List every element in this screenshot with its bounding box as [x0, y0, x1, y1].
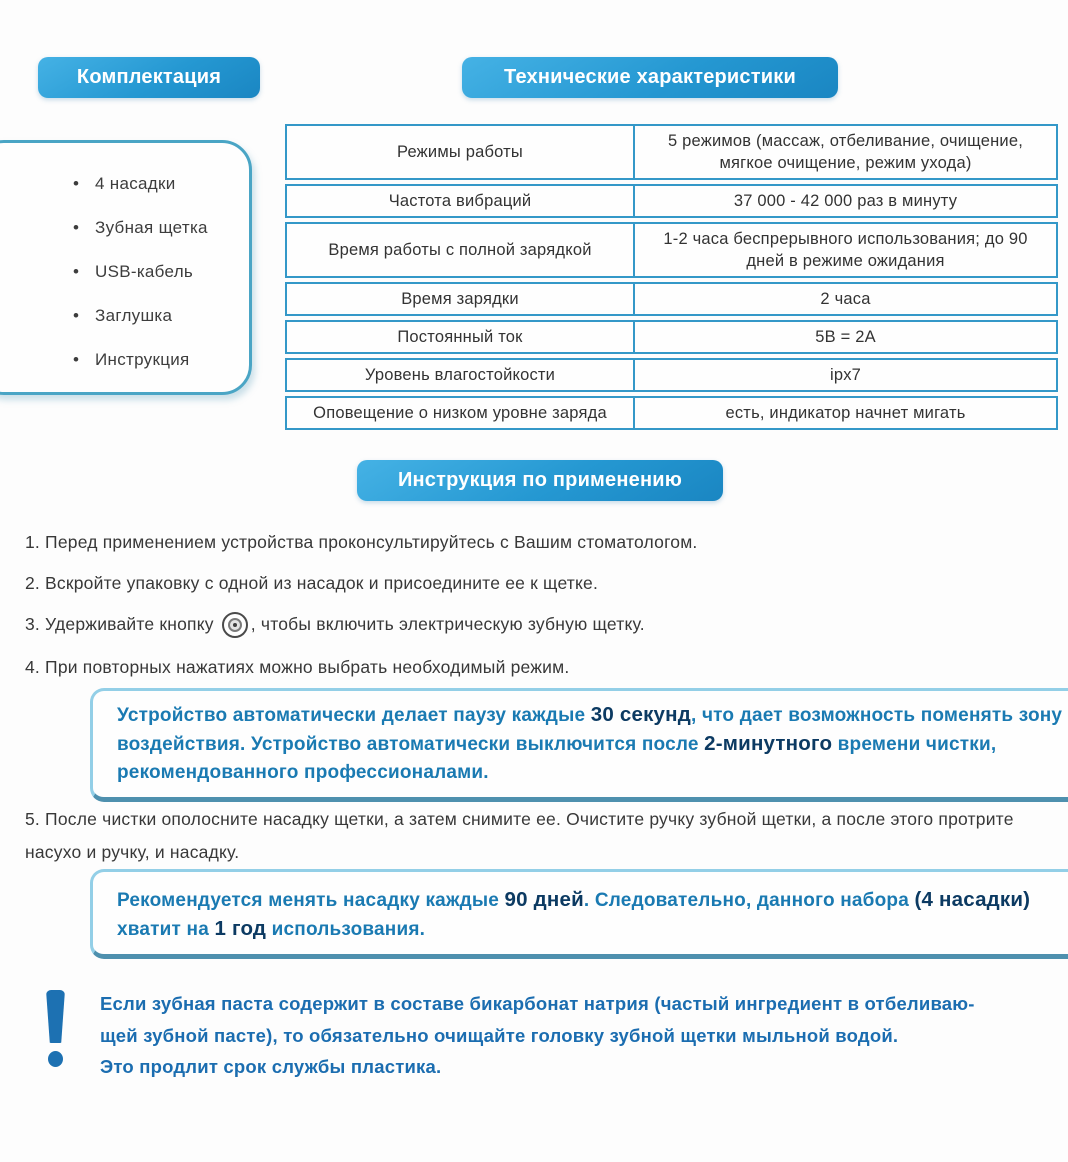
table-row: [285, 222, 1058, 278]
specs-table: [285, 124, 1058, 434]
exclamation-bar: [46, 990, 65, 1043]
bullet-icon: •: [73, 174, 80, 193]
spec-value: ipx7: [829, 366, 862, 384]
usage-step-3-text: 3. Удерживайте кнопку: [25, 614, 219, 634]
spec-label: Время работы с полной зарядкой: [287, 224, 635, 276]
usage-title-badge: Инструкция по применению: [357, 460, 723, 501]
usage-step-4: 4. При повторных нажатиях можно выбрать необходимый режим.: [25, 657, 570, 678]
warning-note: [46, 988, 1046, 1083]
usage-step-1: 1. Перед применением устройства проконсультируйтесь с Вашим стоматологом.: [25, 532, 698, 552]
spec-label: Время зарядки: [287, 284, 635, 314]
package-item-label: Зубная щетка: [95, 218, 208, 237]
bullet-icon: •: [73, 218, 80, 237]
spec-label: Режимы работы: [287, 126, 635, 178]
spec-label: Частота вибраций: [287, 186, 635, 216]
package-list: [0, 143, 249, 371]
list-item: [73, 349, 249, 371]
spec-value: 2 часа: [820, 290, 871, 308]
package-item-label: 4 насадки: [95, 174, 176, 193]
table-row: [285, 124, 1058, 180]
table-row: [285, 320, 1058, 354]
list-item: [73, 217, 249, 239]
list-item: [73, 173, 249, 195]
package-item-label: Инструкция: [95, 350, 190, 369]
spec-label: Постоянный ток: [287, 322, 635, 352]
usage-step-2: 2. Вскройте упаковку с одной из насадок и присоедините ее к щетке.: [25, 573, 599, 593]
usage-step-5: 5. После чистки ополосните насадку щетки, а затем снимите ее. Очистите ручку зубной щетки, а после этого протрите насухо и ручку, и насадку.: [25, 809, 1014, 862]
table-row: [285, 282, 1058, 316]
power-button-dot: [233, 623, 237, 627]
bullet-icon: •: [73, 350, 80, 369]
exclamation-dot: [48, 1051, 63, 1067]
usage-step-3-text: , чтобы включить электрическую зубную щетку.: [250, 614, 645, 634]
spec-value: 5В = 2А: [815, 328, 876, 346]
warning-text: [100, 988, 975, 1083]
package-item-label: Заглушка: [95, 306, 173, 325]
spec-value: 5 режимов (массаж, отбеливание, очищение, мягкое очищение, режим ухода): [668, 132, 1023, 172]
warning-line: Если зубная паста содержит в составе бикарбонат натрия (частый ингредиент в отбеливаю-: [100, 993, 975, 1014]
package-item-label: USB-кабель: [95, 262, 194, 281]
spec-value: 1-2 часа беспрерывного использования; до 90 дней в режиме ожидания: [663, 230, 1028, 270]
specs-title-badge: Технические характеристики: [462, 57, 838, 98]
power-button-inner-ring: [228, 618, 242, 632]
usage-steps: [25, 530, 1055, 679]
power-button-icon: [222, 612, 248, 638]
package-contents-box: [0, 140, 252, 395]
table-row: [285, 358, 1058, 392]
bullet-icon: •: [73, 306, 80, 325]
package-title-badge: Комплектация: [38, 57, 260, 98]
table-row: [285, 396, 1058, 430]
usage-step-3: [25, 612, 1055, 638]
spec-value: 37 000 - 42 000 раз в минуту: [733, 192, 958, 210]
exclamation-icon: [46, 988, 66, 1083]
auto-pause-callout: Устройство автоматически делает паузу каждые 30 секунд, что дает возможность поменять зону воздействия. Устройство автоматически выключится после 2-минутного времени чистки, рекомендованного профессионалами.: [90, 688, 1068, 802]
spec-label: Уровень влагостойкости: [287, 360, 635, 390]
bullet-icon: •: [73, 262, 80, 281]
spec-value: есть, индикатор начнет мигать: [725, 404, 966, 422]
list-item: [73, 305, 249, 327]
list-item: [73, 261, 249, 283]
table-row: [285, 184, 1058, 218]
warning-line: Это продлит срок службы пластика.: [100, 1056, 442, 1077]
warning-line: щей зубной пасте), то обязательно очищайте головку зубной щетки мыльной водой.: [100, 1024, 899, 1046]
replace-head-callout: Рекомендуется менять насадку каждые 90 дней. Следовательно, данного набора (4 насадки) хватит на 1 год использования.: [90, 869, 1068, 959]
spec-label: Оповещение о низком уровне заряда: [287, 398, 635, 428]
